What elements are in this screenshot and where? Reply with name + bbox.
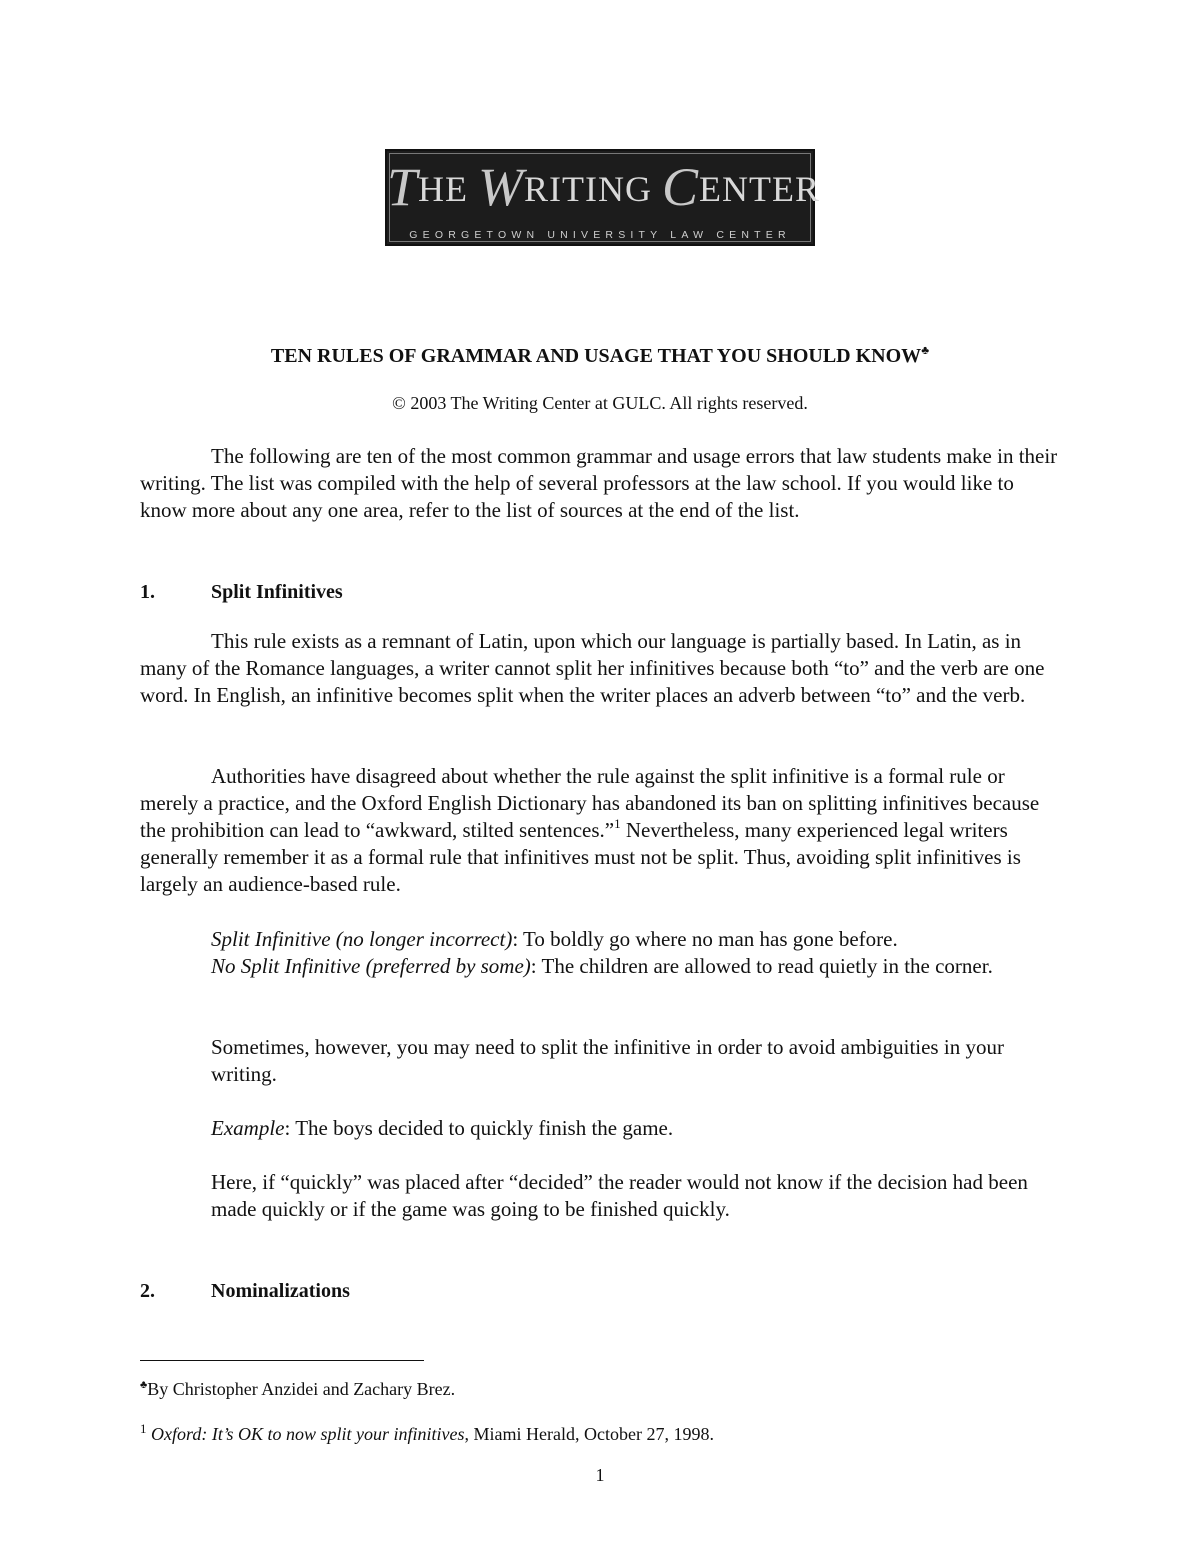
footnote-author: ♣By Christopher Anzidei and Zachary Brez. <box>140 1379 456 1399</box>
section-1-paragraph-4: Here, if “quickly” was placed after “decided” the reader would not know if the decision had been made quickly or if the game was going to be finished quickly. <box>211 1170 1028 1221</box>
section-1-heading <box>140 579 343 606</box>
logo-subtitle: GEORGETOWN UNIVERSITY LAW CENTER <box>409 229 791 241</box>
example-label: Split Infinitive (no longer incorrect) <box>211 927 513 951</box>
section-2-heading <box>140 1278 350 1305</box>
section-title: Split Infinitives <box>211 581 343 603</box>
example-label: Example <box>211 1116 285 1140</box>
section-number: 1. <box>140 581 155 603</box>
example-ambiguity: Example: The boys decided to quickly finish the game. <box>211 1116 674 1140</box>
example-no-split-infinitive: No Split Infinitive (preferred by some): The children are allowed to read quietly in the corner. <box>211 954 993 978</box>
section-1-paragraph-1: This rule exists as a remnant of Latin, upon which our language is partially based. In Latin, as in many of the Romance languages, a writer cannot split her infinitives because both “to” and the verb are one word. In English, an infinitive becomes split when the writer places an adverb between “to” and the verb. <box>140 629 1045 707</box>
footnote-ref-1: 1 <box>614 816 621 831</box>
example-split-infinitive: Split Infinitive (no longer incorrect): To boldly go where no man has gone before. <box>211 927 898 951</box>
copyright-notice: © 2003 The Writing Center at GULC. All rights reserved. <box>392 393 808 413</box>
page-number: 1 <box>595 1465 605 1485</box>
document-title: TEN RULES OF GRAMMAR AND USAGE THAT YOU SHOULD KNOW♣ <box>270 343 930 367</box>
section-title: Nominalizations <box>211 1280 350 1302</box>
section-1-paragraph-2: Authorities have disagreed about whether the rule against the split infinitive is a formal rule or merely a practice, and the Oxford English Dictionary has abandoned its ban on splitting infinitives because the prohibition can lead to “awkward, stilted sentences.”$^1$ Nevertheless, many experienced legal writers generally remember it as a formal rule that infinitives must not be split. Thus, avoiding split infinitives is largely an audience-based rule. <box>140 764 1040 896</box>
title-footnote-mark: ♣ <box>921 343 930 357</box>
section-1-paragraph-3: Sometimes, however, you may need to split the infinitive in order to avoid ambiguities in your writing. <box>211 1035 1004 1086</box>
writing-center-logo <box>385 149 821 246</box>
footnote-divider <box>140 1360 424 1361</box>
logo-title: THE WRITING CENTER <box>387 157 821 217</box>
footnote-1: $^1$ Oxford: It’s OK to now split your infinitives, Miami Herald, October 27, 1998. <box>140 1421 714 1444</box>
intro-paragraph: The following are ten of the most common grammar and usage errors that law students make in their writing. The list was compiled with the help of several professors at the law school. If you would like to know more about any one area, refer to the list of sources at the end of the list. <box>140 444 1058 522</box>
section-number: 2. <box>140 1280 155 1302</box>
example-label: No Split Infinitive (preferred by some) <box>211 954 531 978</box>
